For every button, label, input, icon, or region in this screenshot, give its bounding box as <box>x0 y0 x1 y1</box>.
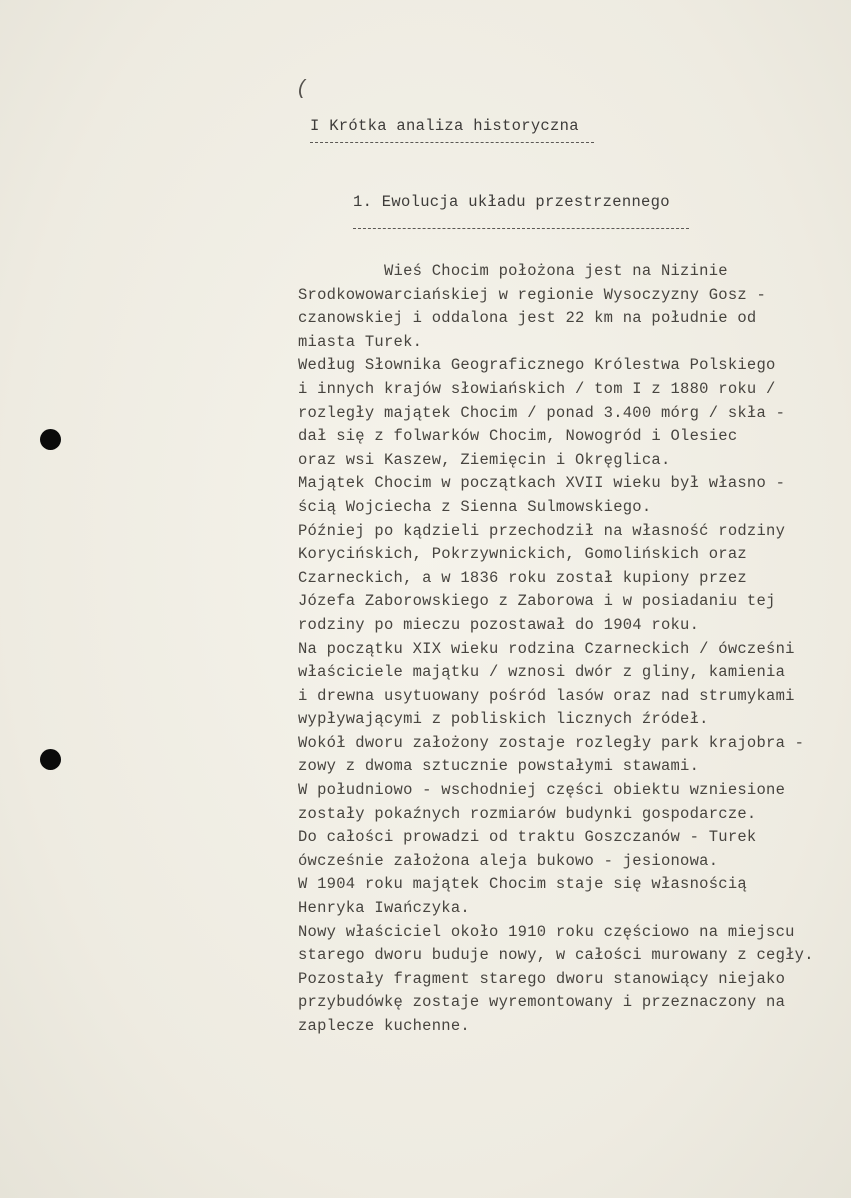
punch-hole-bottom <box>40 749 61 770</box>
text-line: czanowskiej i oddalona jest 22 km na południe od <box>298 309 757 328</box>
subsection-heading: 1. Ewolucja układu przestrzennego <box>353 193 670 211</box>
text-line: i drewna usytuowany pośród lasów oraz nad strumykami <box>298 686 795 705</box>
body-text <box>298 260 843 1039</box>
text-line: Korycińskich, Pokrzywnickich, Gomolińskich oraz <box>298 545 747 564</box>
text-line: Wokół dworu założony zostaje rozległy park krajobra - <box>298 733 805 752</box>
text-line: zaplecze kuchenne. <box>298 1017 470 1035</box>
text-line: ówcześnie założona aleja bukowo - jesionowa. <box>298 851 719 870</box>
text-line: miasta Turek. <box>298 332 423 351</box>
text-line: Nowy właściciel około 1910 roku częściowo na miejscu <box>298 922 795 941</box>
text-line: zowy z dwoma sztucznie powstałymi stawami. <box>298 757 700 776</box>
text-line: Czarneckich, a w 1836 roku został kupiony przez <box>298 568 747 587</box>
text-line: rodziny po mieczu pozostawał do 1904 roku. <box>298 615 700 634</box>
text-line: W 1904 roku majątek Chocim staje się własnością <box>298 875 747 894</box>
text-line: zostały pokaźnych rozmiarów budynki gospodarcze. <box>298 804 757 823</box>
section-heading: I Krótka analiza historyczna <box>310 117 579 135</box>
text-line: właściciele majątku / wznosi dwór z gliny, kamienia <box>298 663 786 682</box>
punch-hole-top <box>40 429 61 450</box>
heading-underline <box>310 142 594 143</box>
text-line: Majątek Chocim w początkach XVII wieku był własno - <box>298 474 786 493</box>
text-line: Pozostały fragment starego dworu stanowiący niejako <box>298 969 786 988</box>
text-line: przybudówkę zostaje wyremontowany i przeznaczony na <box>298 993 786 1012</box>
text-line: rozległy majątek Chocim / ponad 3.400 mórg / skła - <box>298 403 786 422</box>
text-line: Józefa Zaborowskiego z Zaborowa i w posiadaniu tej <box>298 592 776 611</box>
text-line: Wieś Chocim położona jest na Nizinie <box>298 262 728 280</box>
text-line: Srodkowowarciańskiej w regionie Wysoczyzny Gosz - <box>298 285 767 304</box>
text-line: Henryka Iwańczyka. <box>298 899 470 918</box>
text-line: dał się z folwarków Chocim, Nowogród i Olesiec <box>298 427 738 446</box>
text-line: Według Słownika Geograficznego Królestwa Polskiego <box>298 356 776 375</box>
text-line: starego dworu buduje nowy, w całości murowany z cegły. <box>298 946 814 965</box>
margin-mark: ( <box>296 78 309 101</box>
text-line: Do całości prowadzi od traktu Goszczanów - Turek <box>298 828 757 847</box>
text-line: Na początku XIX wieku rodzina Czarneckich / ówcześni <box>298 639 795 658</box>
text-line: i innych krajów słowiańskich / tom I z 1880 roku / <box>298 379 776 398</box>
text-line: ścią Wojciecha z Sienna Sulmowskiego. <box>298 497 652 516</box>
text-line: oraz wsi Kaszew, Ziemięcin i Okręglica. <box>298 450 671 469</box>
text-line: W południowo - wschodniej części obiektu wzniesione <box>298 781 786 800</box>
text-line: wypływającymi z pobliskich licznych źródeł. <box>298 710 709 729</box>
text-line: Później po kądzieli przechodził na własność rodziny <box>298 521 786 540</box>
subheading-underline <box>353 228 689 229</box>
